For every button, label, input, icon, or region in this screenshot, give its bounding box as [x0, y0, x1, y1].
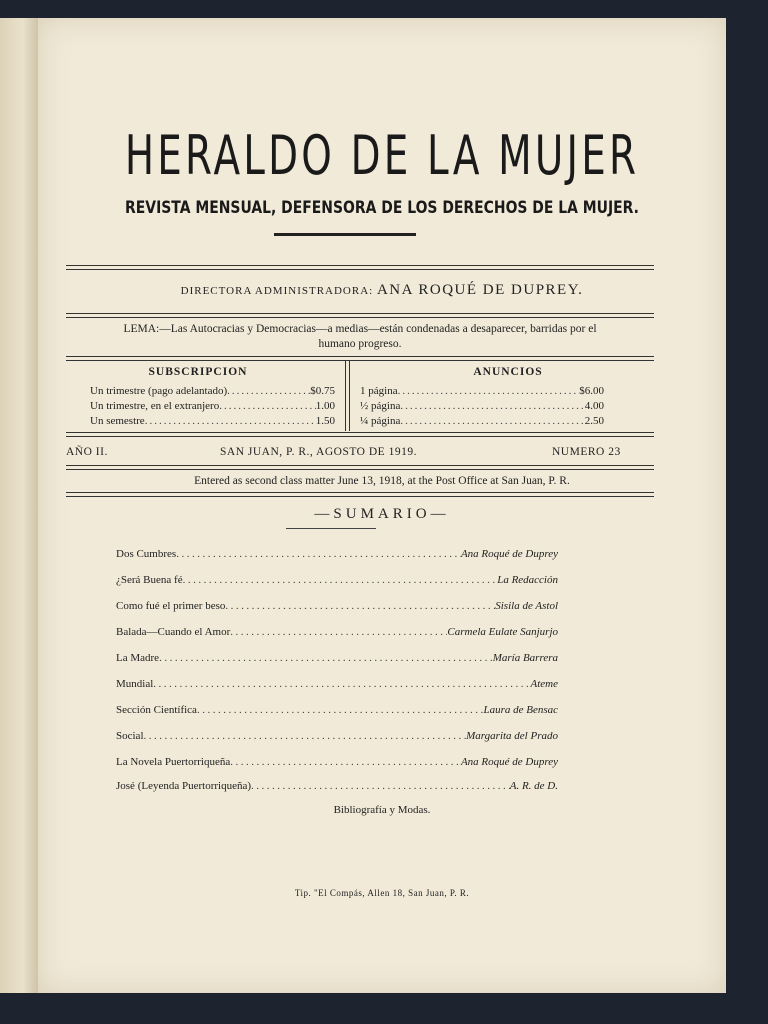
toc-entry: [116, 600, 558, 612]
toc-title: ¿Será Buena fé: [116, 574, 183, 586]
double-rule: [66, 432, 654, 437]
directora-name: ANA ROQUÉ DE DUPREY.: [376, 282, 584, 298]
subscripcion-row: [90, 400, 335, 412]
row-label: ½ página: [360, 400, 401, 412]
toc-author: Ateme: [530, 678, 558, 690]
toc-footer-item: Bibliografía y Modas.: [333, 804, 431, 816]
leader-dots: [225, 600, 495, 612]
issue-number: NUMERO 23: [552, 446, 621, 458]
toc-author: Carmela Eulate Sanjurjo: [447, 626, 558, 638]
double-rule: [66, 313, 654, 318]
row-label: Un semestre: [90, 415, 145, 427]
masthead-subtitle: REVISTA MENSUAL, DEFENSORA DE LOS DERECHOS DE LA MUJER.: [125, 198, 639, 218]
leader-dots: [197, 704, 484, 716]
row-label: 1 página: [360, 385, 398, 397]
double-rule: [66, 465, 654, 470]
magazine-cover-page: [38, 18, 726, 993]
masthead-title: HERALDO DE LA MUJER: [124, 124, 640, 187]
toc-title: Dos Cumbres: [116, 548, 177, 560]
leader-dots: [400, 415, 584, 427]
leader-dots: [251, 780, 510, 792]
leader-dots: [144, 730, 467, 742]
leader-dots: [159, 652, 493, 664]
subscripcion-heading: SUBSCRIPCION: [148, 366, 248, 378]
row-price: $6.00: [579, 385, 604, 397]
toc-entry: [116, 780, 558, 792]
lema-motto: [66, 322, 654, 352]
leader-dots: [398, 385, 580, 397]
toc-title: Mundial: [116, 678, 154, 690]
leader-dots: [230, 626, 447, 638]
subscripcion-row: [90, 415, 335, 427]
sumario-heading: —SUMARIO—: [314, 506, 450, 522]
toc-author: Laura de Bensac: [483, 704, 558, 716]
leader-dots: [219, 400, 316, 412]
book-binding-edge: [0, 18, 40, 993]
toc-author: Sisila de Astol: [495, 600, 558, 612]
row-price: 2.50: [584, 415, 604, 427]
column-divider: [345, 361, 350, 431]
toc-title: La Novela Puertorriqueña: [116, 756, 231, 768]
row-label: ¼ página: [360, 415, 401, 427]
row-price: 1.50: [315, 415, 335, 427]
leader-dots: [153, 678, 530, 690]
row-price: 4.00: [584, 400, 604, 412]
double-rule: [66, 265, 654, 270]
issue-year: AÑO II.: [66, 446, 108, 458]
printer-imprint: Tip. "El Compás, Allen 18, San Juan, P. R.: [294, 888, 470, 898]
toc-title: La Madre: [116, 652, 160, 664]
toc-entry: [116, 730, 558, 742]
toc-entry: [116, 678, 558, 690]
toc-author: Ana Roqué de Duprey: [460, 548, 558, 560]
toc-author: La Redacción: [497, 574, 558, 586]
toc-entry: [116, 548, 558, 560]
toc-author: María Barrera: [492, 652, 558, 664]
toc-author: Ana Roqué de Duprey: [460, 756, 558, 768]
leader-dots: [176, 548, 461, 560]
leader-dots: [145, 415, 316, 427]
sumario-underline: [286, 528, 376, 529]
issue-place-date: SAN JUAN, P. R., AGOSTO DE 1919.: [220, 446, 417, 458]
leader-dots: [230, 756, 461, 768]
directora-line: [38, 282, 726, 299]
toc-title: José (Leyenda Puertorriqueña): [116, 780, 252, 792]
row-label: Un trimestre (pago adelantado): [90, 385, 228, 397]
postal-entry-notice: Entered as second class matter June 13, 1918, at the Post Office at San Juan, P. R.: [194, 475, 570, 487]
toc-title: Como fué el primer beso: [116, 600, 226, 612]
double-rule: [66, 492, 654, 497]
subscripcion-row: [90, 385, 335, 397]
double-rule: [66, 356, 654, 361]
row-price: 1.00: [315, 400, 335, 412]
toc-entry: [116, 626, 558, 638]
toc-entry: [116, 704, 558, 716]
anuncios-heading: ANUNCIOS: [473, 366, 543, 378]
toc-entry: [116, 652, 558, 664]
anuncios-row: [360, 415, 604, 427]
anuncios-row: [360, 400, 604, 412]
toc-title: Balada—Cuando el Amor: [116, 626, 231, 638]
toc-entry: [116, 756, 558, 768]
toc-author: Margarita del Prado: [466, 730, 558, 742]
leader-dots: [227, 385, 310, 397]
anuncios-row: [360, 385, 604, 397]
toc-author: A. R. de D.: [509, 780, 558, 792]
leader-dots: [400, 400, 584, 412]
lema-line-1: LEMA:—Las Autocracias y Democracias—a medias—están condenadas a desaparecer, barridas por el: [123, 323, 597, 335]
lema-line-2: humano progreso.: [318, 338, 402, 350]
row-label: Un trimestre, en el extranjero: [90, 400, 220, 412]
leader-dots: [183, 574, 498, 586]
toc-title: Social: [116, 730, 144, 742]
toc-entry: [116, 574, 558, 586]
row-price: $0.75: [310, 385, 335, 397]
directora-label: DIRECTORA ADMINISTRADORA:: [180, 285, 374, 297]
toc-title: Sección Científica: [116, 704, 197, 716]
title-underline: [274, 233, 416, 236]
